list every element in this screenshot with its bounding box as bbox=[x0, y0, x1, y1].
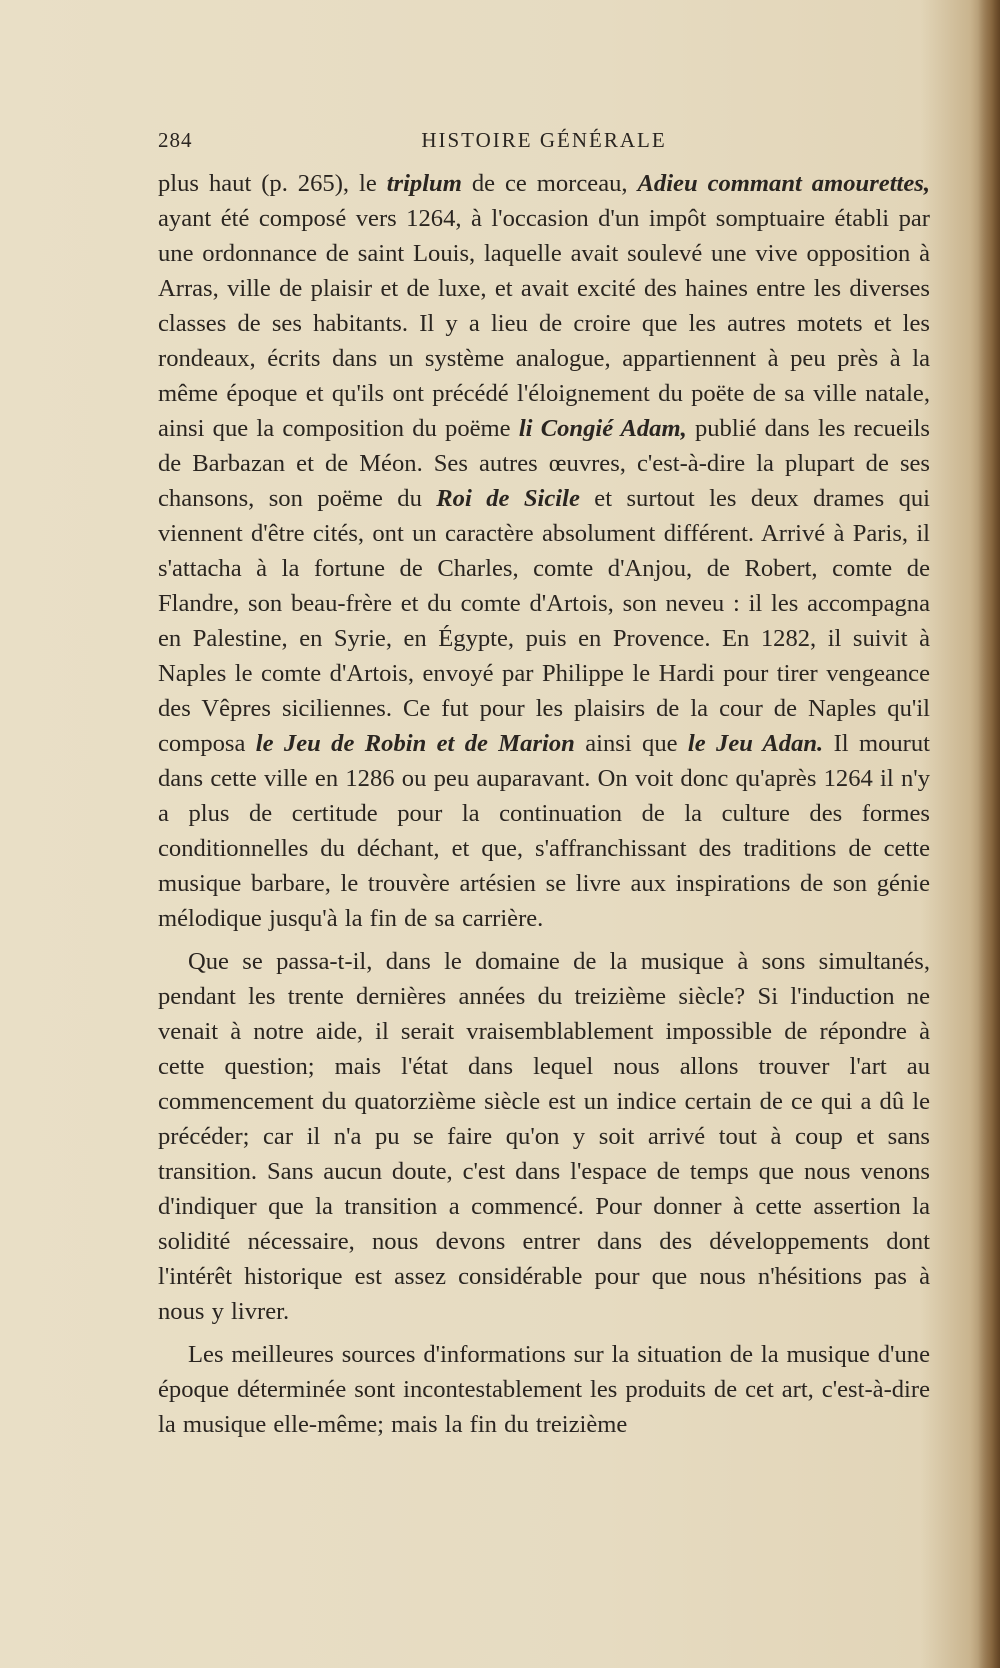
text-run: Que se passa-t-il, dans le domaine de la musique à sons simultanés, pendant les trente dernières années du treizième siècle? Si l'induction ne venait à notre aide, il serait vraisemblablement impossible de répondre à cette question; mais l'état dans lequel nous allons trouver l'art au commencement du quatorzième siècle est un indice certain de ce qui a dû le précéder; car il n'a pu se faire qu'on y soit arrivé tout à coup et sans transition. Sans aucun doute, c'est dans l'espace de temps que nous venons d'indiquer que la transition a commencé. Pour donner à cette assertion la solidité nécessaire, nous devons entrer dans des développements dont l'intérêt historique est assez considérable pour que nous n'hésitions pas à nous y livrer. bbox=[158, 948, 930, 1325]
page-edge-shadow bbox=[978, 0, 1000, 1668]
text-run: publié dans les recueils de Barbazan et de Méon. Ses autres œuvres, c'est-à-dire la plupart de ses chansons, son poëme du bbox=[158, 415, 930, 512]
italic-title-text: Adieu commant amourettes, bbox=[637, 170, 931, 197]
text-run: et surtout les deux drames qui viennent d'être cités, ont un caractère absolument différent. Arrivé à Paris, il s'attacha à la fortune de Charles, comte d'Anjou, de Robert, comte de Flandre, son beau-frère et du comte d'Artois, son neveu : il les accompagna en Palestine, en Syrie, en Égypte, puis en Provence. En 1282, il suivit à Naples le comte d'Artois, envoyé par Philippe le Hardi pour tirer vengeance des Vêpres siciliennes. Ce fut pour les plaisirs de la cour de Naples qu'il composa bbox=[158, 485, 930, 757]
text-run: de ce morceau, bbox=[461, 170, 638, 197]
italic-title-text: le Jeu de Robin et de Marion bbox=[255, 730, 575, 757]
text-run: Il mourut dans cette ville en 1286 ou peu auparavant. On voit donc qu'après 1264 il n'y a plus de certitude pour la continuation de la culture des formes conditionnelles du déchant, et que, s'affranchissant des traditions de cette musique barbare, le trouvère artésien se livre aux inspirations de son génie mélodique jusqu'à la fin de sa carrière. bbox=[158, 730, 930, 932]
italic-title-text: Roi de Sicile bbox=[436, 485, 580, 512]
paragraph-3 bbox=[158, 1337, 930, 1442]
text-run: ayant été composé vers 1264, à l'occasion d'un impôt somptuaire établi par une ordonnance de saint Louis, laquelle avait soulevé une vive opposition à Arras, ville de plaisir et de luxe, et avait excité des haines entre les diverses classes de ses habitants. Il y a lieu de croire que les autres motets et les rondeaux, écrits dans un système analogue, appartiennent à peu près à la même époque et qu'ils ont précédé l'éloignement du poëte de sa ville natale, ainsi que la composition du poëme bbox=[158, 205, 930, 442]
text-run: Les meilleures sources d'informations sur la situation de la musique d'une époque déterminée sont incontestablement les produits de cet art, c'est-à-dire la musique elle-même; mais la fin du treizième bbox=[158, 1341, 930, 1438]
page-number: 284 bbox=[158, 128, 193, 152]
italic-title-text: le Jeu Adan. bbox=[687, 730, 824, 757]
body-text bbox=[158, 166, 930, 1450]
italic-title-text: triplum bbox=[386, 170, 462, 197]
italic-title-text: li Congié Adam, bbox=[518, 415, 687, 442]
page-header bbox=[158, 128, 930, 158]
text-run: plus haut (p. 265), le bbox=[158, 170, 387, 197]
running-title: HISTOIRE GÉNÉRALE bbox=[421, 128, 667, 152]
paragraph-1 bbox=[158, 166, 930, 936]
text-run: ainsi que bbox=[574, 730, 688, 757]
paragraph-2 bbox=[158, 944, 930, 1329]
